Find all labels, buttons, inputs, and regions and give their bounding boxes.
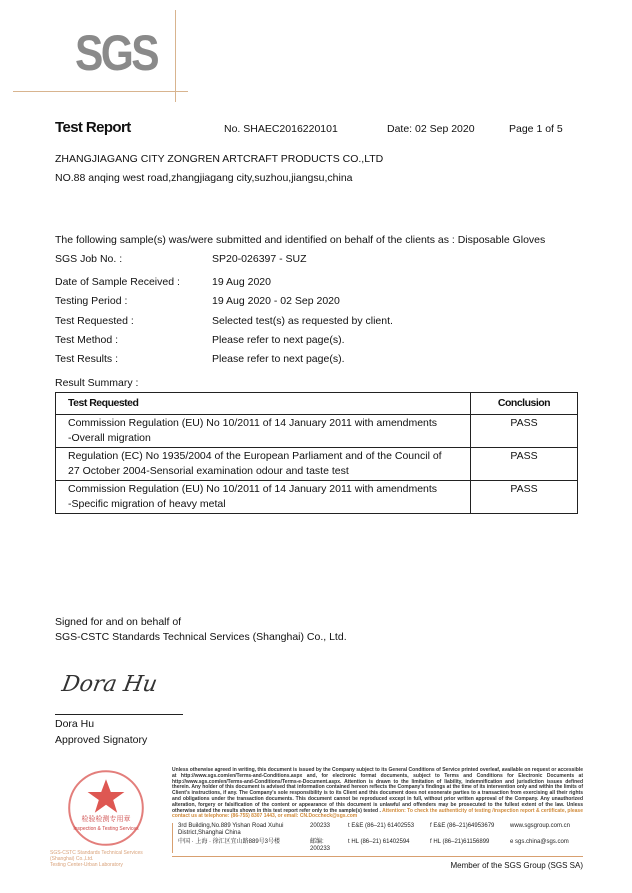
field-value: 19 Aug 2020 — [212, 276, 271, 288]
table-row — [56, 481, 578, 514]
phone-2: t HL (86–21) 61402594 — [348, 839, 410, 846]
legal-column — [172, 768, 583, 871]
field-label: Test Results : — [55, 353, 119, 365]
seal-column — [50, 768, 162, 871]
column-header: Test Requested — [56, 393, 471, 415]
signature: Dora Hu — [59, 672, 160, 697]
test-name: Commission Regulation (EU) No 10/2011 of 14 January 2011 with amendments — [68, 483, 438, 495]
test-name: Commission Regulation (EU) No 10/2011 of 14 January 2011 with amendments — [68, 417, 438, 429]
signature-line — [55, 714, 183, 715]
field-label: Test Requested : — [55, 315, 134, 327]
field-value: 19 Aug 2020 - 02 Sep 2020 — [212, 295, 340, 307]
seal-side-text-2: Testing Center-Urban Laboratory — [50, 862, 123, 868]
conclusion: PASS — [471, 448, 578, 481]
page-number: Page 1 of 5 — [509, 123, 563, 135]
field-label: Testing Period : — [55, 295, 128, 307]
field-value: Please refer to next page(s). — [212, 334, 345, 346]
report-title: Test Report — [55, 119, 131, 136]
address-cn: 中国 · 上海 · 徐汇区宜山路889号3号楼 — [178, 839, 281, 846]
signed-for-text: Signed for and on behalf of — [55, 616, 182, 628]
footer-contact-grid — [172, 823, 583, 853]
test-detail: 27 October 2004-Sensorial examination odour and taste test — [68, 465, 349, 477]
test-name: Regulation (EC) No 1935/2004 of the European Parliament and of the Council of — [68, 450, 442, 462]
client-name: ZHANGJIAGANG CITY ZONGREN ARTCRAFT PRODUCTS CO.,LTD — [55, 153, 384, 165]
field-value: SP20-026397 - SUZ — [212, 253, 307, 265]
field-value: Selected test(s) as requested by client. — [212, 315, 393, 327]
member-text: Member of the SGS Group (SGS SA) — [450, 861, 583, 871]
company-seal — [66, 768, 146, 848]
result-summary-table — [55, 392, 578, 514]
conclusion: PASS — [471, 481, 578, 514]
report-date: Date: 02 Sep 2020 — [387, 123, 475, 135]
address-en: 3rd Building,No.889 Yishan Road Xuhui District,Shanghai China — [178, 823, 284, 837]
client-address: NO.88 anqing west road,zhangjiagang city,suzhou,jiangsu,china — [55, 172, 353, 184]
seal-subtext: Inspection & Testing Services — [73, 826, 139, 832]
signatory-name: Dora Hu — [55, 718, 95, 730]
field-value: Please refer to next page(s). — [212, 353, 345, 365]
test-detail: -Overall migration — [68, 432, 151, 444]
zip-cn: 邮编: 200233 — [310, 839, 331, 853]
seal-text: 检验检测专用章 — [81, 816, 131, 823]
table-row — [56, 448, 578, 481]
phone-1: t E&E (86–21) 61402553 — [348, 823, 415, 830]
seal-icon — [66, 768, 146, 848]
column-header: Conclusion — [471, 393, 578, 415]
footer-section — [50, 768, 583, 871]
conclusion: PASS — [471, 415, 578, 448]
seal-side-text: SGS-CSTC Standards Technical Services (Shanghai) Co.,Ltd. — [50, 850, 143, 862]
table-header-row — [56, 393, 578, 415]
fax-2: f HL (86–21)61156899 — [430, 839, 490, 846]
field-label: Date of Sample Received : — [55, 276, 180, 288]
website-link[interactable]: www.sgsgroup.com.cn — [510, 823, 571, 830]
legal-fine-print — [172, 768, 583, 820]
signatory-role: Approved Signatory — [55, 734, 148, 746]
fax-1: f E&E (86–21)64953679 — [430, 823, 495, 830]
result-summary-label: Result Summary : — [55, 377, 139, 389]
report-number: No. SHAEC2016220101 — [224, 123, 338, 135]
footer-divider — [172, 856, 583, 857]
field-label: SGS Job No. : — [55, 253, 123, 265]
table-row — [56, 415, 578, 448]
sgs-logo — [55, 25, 175, 90]
field-label: Test Method : — [55, 334, 119, 346]
test-detail: -Specific migration of heavy metal — [68, 498, 226, 510]
logo-text: SGS — [75, 25, 158, 81]
intro-text: The following sample(s) was/were submitted and identified on behalf of the clients as : Disposable Gloves — [55, 234, 546, 246]
email-link[interactable]: e sgs.china@sgs.com — [510, 839, 569, 846]
zip-en: 200233 — [310, 823, 331, 830]
signing-company: SGS-CSTC Standards Technical Services (Shanghai) Co., Ltd. — [55, 631, 347, 643]
fine-print-text: Unless otherwise agreed in writing, this document is issued by the Company subject to its General Conditions of Service printed overleaf, available on request or accessible at http://www.sgs.com/en/Terms-and-Conditions.aspx and, for electronic format documents, subject to Terms and Conditions for Electronic Documents at http://www.sgs.com/en/Terms-and-Conditions/Terms-e-Document.aspx. Attention is drawn to the limitation of liability, indemnification and jurisdiction issues defined therein. Any holder of this document is advised that information contained hereon reflects the Company's findings at the time of its intervention only and within the limits of Client's instructions, if any. The Company's sole responsibility is to its Client and this document does not exonerate parties to a transaction from exercising all their rights and obligations under the transaction documents. This document cannot be reproduced except in full, without prior written approval of the Company. Any unauthorized alteration, forgery or falsification of the content or appearance of this document is unlawful and offenders may be prosecuted to the fullest extent of the law. Unless otherwise stated the results shown in this test report refer only to the sample(s) tested . — [172, 767, 583, 814]
attention-text: Attention: To check the authenticity of testing /inspection report & certificate, please contact us at telephone: (86-755) 8307 1443, or email: CN.Doccheck@sgs.com — [172, 807, 583, 820]
